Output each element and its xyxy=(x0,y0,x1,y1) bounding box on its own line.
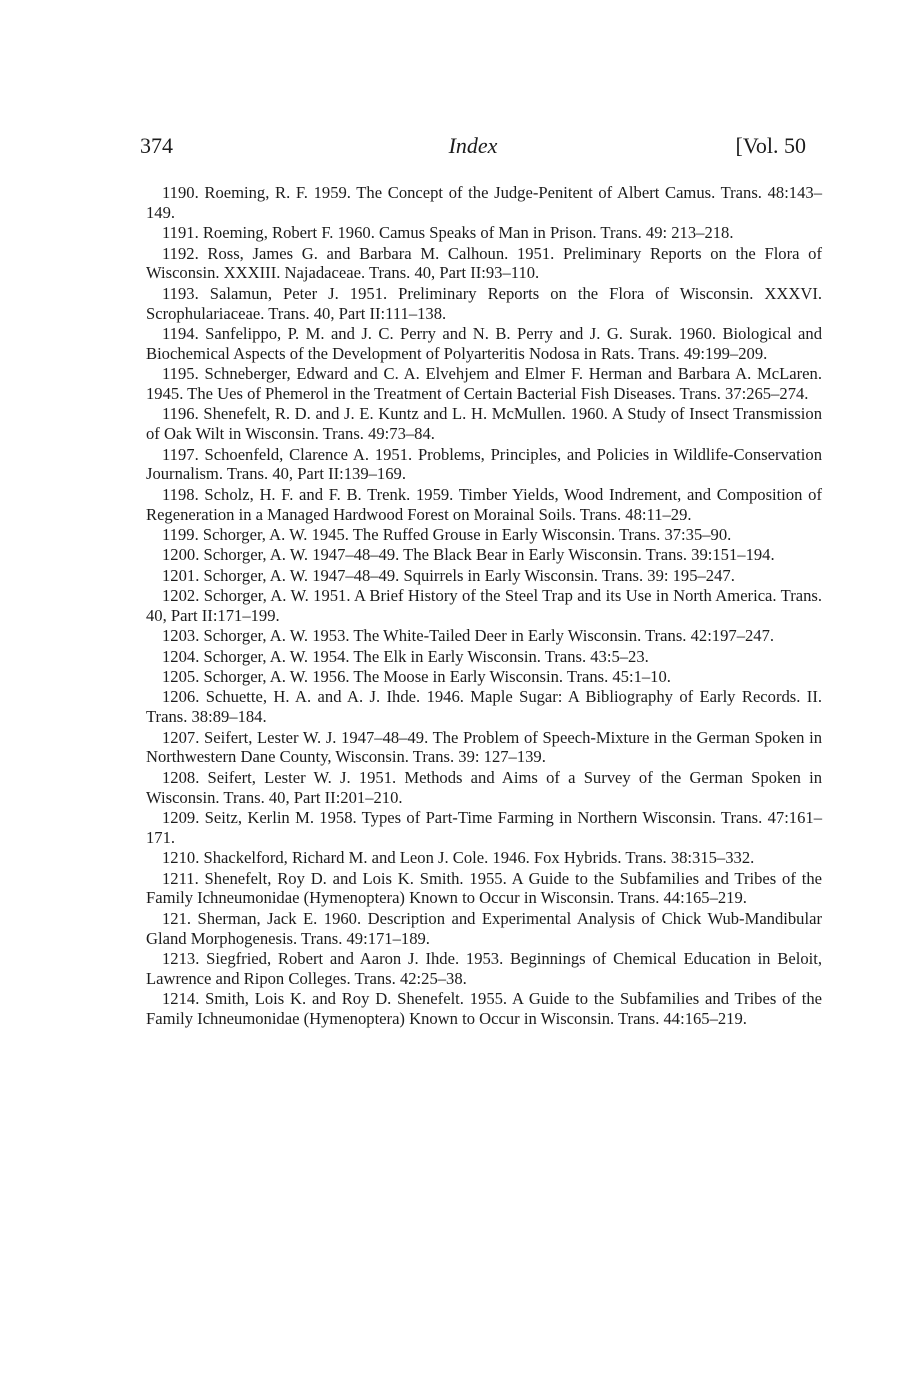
page-header xyxy=(140,133,806,163)
index-entry: 1211. Shenefelt, Roy D. and Lois K. Smith. 1955. A Guide to the Subfamilies and Tribes of the Family Ichneumonidae (Hymenoptera) Known to Occur in Wisconsin. Trans. 44:165–219. xyxy=(146,868,822,908)
index-entry: 121. Sherman, Jack E. 1960. Description and Experimental Analysis of Chick Wub-Mandibular Gland Morphogenesis. Trans. 49:171–189. xyxy=(146,908,822,948)
index-entry: 1193. Salamun, Peter J. 1951. Preliminary Reports on the Flora of Wisconsin. XXXVI. Scrophulariaceae. Trans. 40, Part II:111–138. xyxy=(146,283,822,323)
index-entry: 1201. Schorger, A. W. 1947–48–49. Squirrels in Early Wisconsin. Trans. 39: 195–247. xyxy=(162,565,735,585)
index-entry: 1213. Siegfried, Robert and Aaron J. Ihde. 1953. Beginnings of Chemical Education in Beloit, Lawrence and Ripon Colleges. Trans. 42:25–38. xyxy=(146,948,822,988)
index-entry: 1205. Schorger, A. W. 1956. The Moose in Early Wisconsin. Trans. 45:1–10. xyxy=(162,667,671,687)
index-entry: 1202. Schorger, A. W. 1951. A Brief History of the Steel Trap and its Use in North America. Trans. 40, Part II:171–199. xyxy=(146,586,822,625)
running-head: Index xyxy=(448,133,498,158)
volume-label: [Vol. 50 xyxy=(735,133,806,158)
index-entry: 1194. Sanfelippo, P. M. and J. C. Perry and N. B. Perry and J. G. Surak. 1960. Biological and Biochemical Aspects of the Development of Polyarteritis Nodosa in Rats. Trans. 49:199–209. xyxy=(146,323,822,363)
index-entry: 1197. Schoenfeld, Clarence A. 1951. Problems, Principles, and Policies in Wildlife-Conservation Journalism. Trans. 40, Part II:139–169. xyxy=(146,444,822,484)
index-entry: 1195. Schneberger, Edward and C. A. Elvehjem and Elmer F. Herman and Barbara A. McLaren. 1945. The Ues of Phemerol in the Treatment of Certain Bacterial Fish Diseases. Trans. 37:265–274. xyxy=(146,364,822,403)
index-entry: 1203. Schorger, A. W. 1953. The White-Tailed Deer in Early Wisconsin. Trans. 42:197–247. xyxy=(162,626,775,646)
index-entry: 1207. Seifert, Lester W. J. 1947–48–49. The Problem of Speech-Mixture in the German Spoken in Northwestern Dane County, Wisconsin. Trans. 39: 127–139. xyxy=(146,727,822,767)
index-entry: 1208. Seifert, Lester W. J. 1951. Methods and Aims of a Survey of the German Spoken in Wisconsin. Trans. 40, Part II:201–210. xyxy=(146,767,822,807)
index-entry: 1206. Schuette, H. A. and A. J. Ihde. 1946. Maple Sugar: A Bibliography of Early Records. II. Trans. 38:89–184. xyxy=(146,687,822,727)
index-entry: 1199. Schorger, A. W. 1945. The Ruffed Grouse in Early Wisconsin. Trans. 37:35–90. xyxy=(162,524,732,544)
index-entry: 1192. Ross, James G. and Barbara M. Calhoun. 1951. Preliminary Reports on the Flora of Wisconsin. XXXIII. Najadaceae. Trans. 40, Part II:93–110. xyxy=(146,243,822,283)
index-entry: 1191. Roeming, Robert F. 1960. Camus Speaks of Man in Prison. Trans. 49: 213–218. xyxy=(162,223,734,243)
index-entry: 1200. Schorger, A. W. 1947–48–49. The Black Bear in Early Wisconsin. Trans. 39:151–194. xyxy=(162,545,775,565)
index-entry: 1196. Shenefelt, R. D. and J. E. Kuntz and L. H. McMullen. 1960. A Study of Insect Transmission of Oak Wilt in Wisconsin. Trans. 49:73–84. xyxy=(146,404,822,444)
page-number: 374 xyxy=(140,133,173,158)
index-entry: 1209. Seitz, Kerlin M. 1958. Types of Part-Time Farming in Northern Wisconsin. Trans. 47:161–171. xyxy=(146,807,822,847)
index-entry: 1190. Roeming, R. F. 1959. The Concept of the Judge-Penitent of Albert Camus. Trans. 48:143–149. xyxy=(146,183,822,222)
index-entry: 1210. Shackelford, Richard M. and Leon J. Cole. 1946. Fox Hybrids. Trans. 38:315–332. xyxy=(162,848,755,868)
index-entry: 1198. Scholz, H. F. and F. B. Trenk. 1959. Timber Yields, Wood Indrement, and Composition of Regeneration in a Managed Hardwood Forest on Morainal Soils. Trans. 48:11–29. xyxy=(146,484,822,524)
index-entry: 1214. Smith, Lois K. and Roy D. Shenefelt. 1955. A Guide to the Subfamilies and Tribes of the Family Ichneumonidae (Hymenoptera) Known to Occur in Wisconsin. Trans. 44:165–219. xyxy=(146,989,822,1028)
index-entry: 1204. Schorger, A. W. 1954. The Elk in Early Wisconsin. Trans. 43:5–23. xyxy=(162,646,649,666)
index-entries xyxy=(146,183,822,1029)
